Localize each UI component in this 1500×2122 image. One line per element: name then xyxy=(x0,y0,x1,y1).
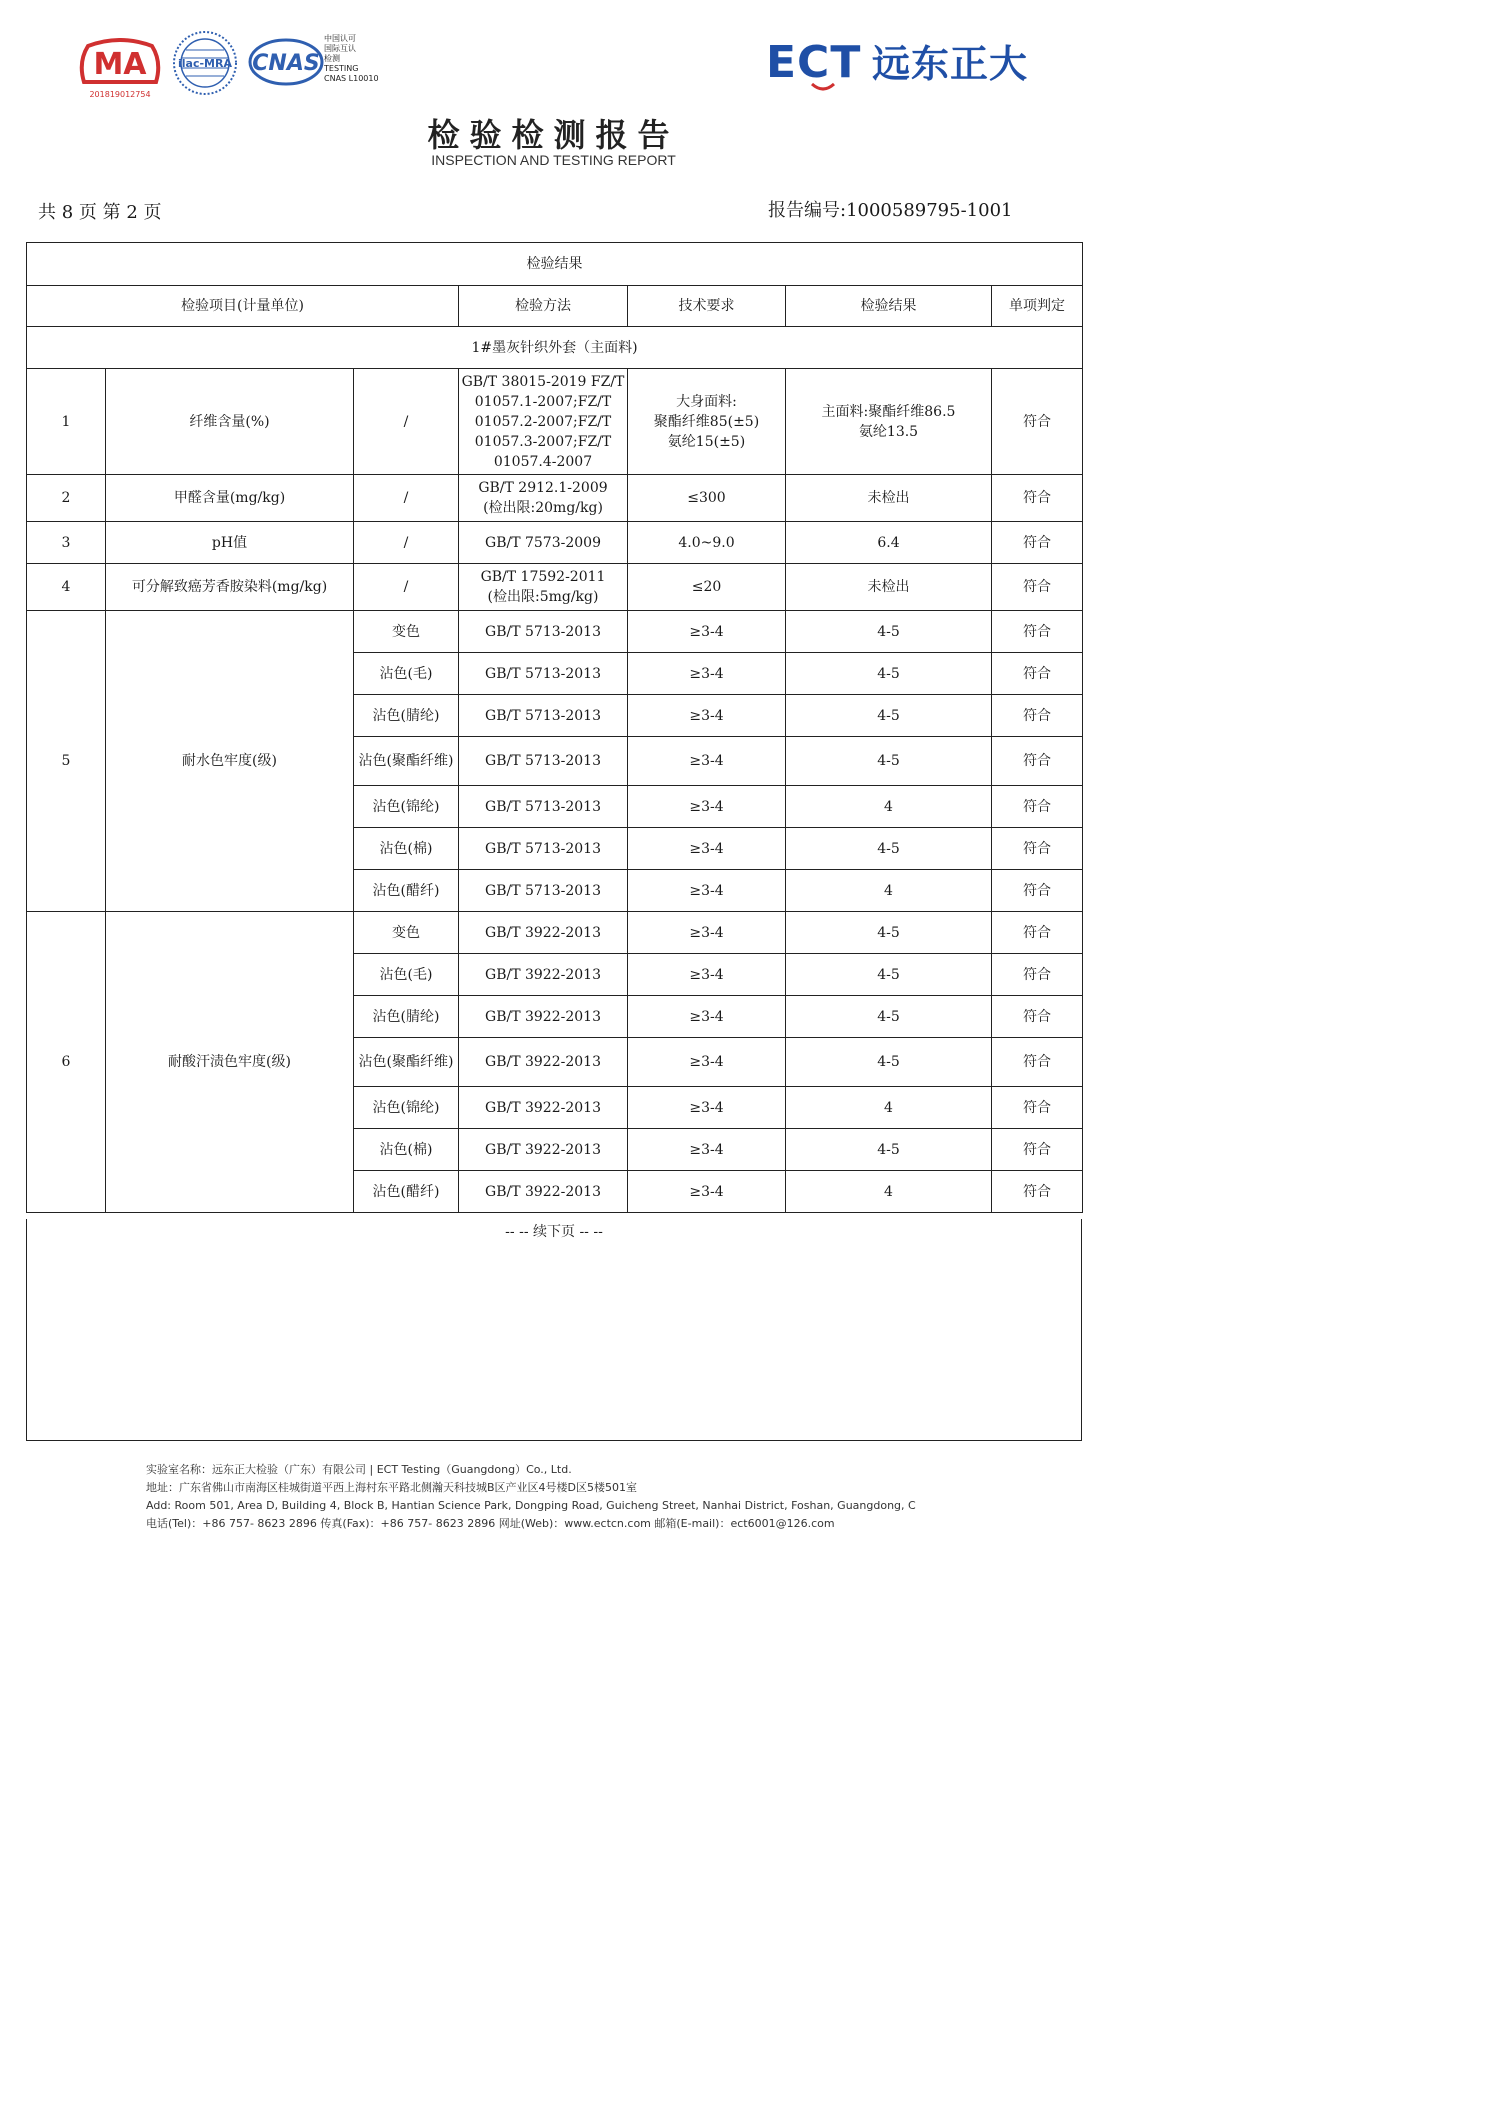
sample-name: 1#墨灰针织外套（主面料) xyxy=(27,327,1083,369)
technical-requirement: ≥3-4 xyxy=(628,786,786,828)
test-method: GB/T 5713-2013 xyxy=(459,695,628,737)
header-method: 检验方法 xyxy=(459,286,628,327)
judgement: 符合 xyxy=(992,611,1083,653)
test-item: 甲醛含量(mg/kg) xyxy=(106,475,354,522)
test-subitem: 沾色(毛) xyxy=(354,954,459,996)
judgement: 符合 xyxy=(992,786,1083,828)
test-method: GB/T 3922-2013 xyxy=(459,1171,628,1213)
test-method: GB/T 5713-2013 xyxy=(459,870,628,912)
technical-requirement: ≥3-4 xyxy=(628,695,786,737)
test-method: GB/T 2912.1-2009 (检出限:20mg/kg) xyxy=(459,475,628,522)
test-method: GB/T 3922-2013 xyxy=(459,1129,628,1171)
row-number: 3 xyxy=(27,522,106,564)
row-number: 1 xyxy=(27,369,106,475)
technical-requirement: ≥3-4 xyxy=(628,737,786,786)
blank-area xyxy=(26,1219,1082,1441)
header-requirement: 技术要求 xyxy=(628,286,786,327)
technical-requirement: ≥3-4 xyxy=(628,611,786,653)
test-item: 耐水色牢度(级) xyxy=(106,611,354,912)
technical-requirement: ≥3-4 xyxy=(628,912,786,954)
table-caption: 检验结果 xyxy=(27,243,1083,286)
judgement: 符合 xyxy=(992,1087,1083,1129)
header-item: 检验项目(计量单位) xyxy=(27,286,459,327)
ect-brand-logo xyxy=(766,38,1046,98)
judgement: 符合 xyxy=(992,870,1083,912)
test-subitem: / xyxy=(354,369,459,475)
page-info: 共 8 页 第 2 页 xyxy=(38,202,162,223)
judgement: 符合 xyxy=(992,564,1083,611)
test-item: 纤维含量(%) xyxy=(106,369,354,475)
technical-requirement: ≥3-4 xyxy=(628,1087,786,1129)
svg-text:ilac-MRA: ilac-MRA xyxy=(178,57,232,70)
test-method: GB/T 5713-2013 xyxy=(459,611,628,653)
footer-address-cn: 地址：广东省佛山市南海区桂城街道平西上海村东平路北侧瀚天科技城B区产业区4号楼D区5楼501室 xyxy=(146,1481,638,1494)
test-result: 6.4 xyxy=(786,522,992,564)
report-number: 报告编号:1000589795-1001 xyxy=(768,200,1013,221)
test-result: 未检出 xyxy=(786,475,992,522)
test-subitem: 沾色(锦纶) xyxy=(354,1087,459,1129)
test-result: 4 xyxy=(786,786,992,828)
test-subitem: 沾色(醋纤) xyxy=(354,870,459,912)
table-row xyxy=(27,522,1083,564)
test-result: 4-5 xyxy=(786,1038,992,1087)
technical-requirement: ≥3-4 xyxy=(628,1171,786,1213)
test-result: 4 xyxy=(786,870,992,912)
footer-contact: 电话(Tel)：+86 757- 8623 2896 传真(Fax)：+86 757- 8623 2896 网址(Web)：www.ectcn.com 邮箱(E-mail)：ect6001@126.com xyxy=(146,1517,835,1530)
test-method: GB/T 3922-2013 xyxy=(459,912,628,954)
test-subitem: 沾色(聚酯纤维) xyxy=(354,1038,459,1087)
report-title: 检验检测报告 xyxy=(427,116,680,154)
technical-requirement: ≥3-4 xyxy=(628,653,786,695)
test-subitem: 沾色(聚酯纤维) xyxy=(354,737,459,786)
technical-requirement: ≤300 xyxy=(628,475,786,522)
test-method: GB/T 3922-2013 xyxy=(459,996,628,1038)
technical-requirement: ≥3-4 xyxy=(628,954,786,996)
judgement: 符合 xyxy=(992,369,1083,475)
row-number: 5 xyxy=(27,611,106,912)
footer-address-en: Add: Room 501, Area D, Building 4, Block B, Hantian Science Park, Dongping Road, Guicheng Street, Nanhai District, Foshan, Guangdong, C xyxy=(146,1499,916,1512)
test-method: GB/T 5713-2013 xyxy=(459,828,628,870)
footer-lab-name: 实验室名称：远东正大检验（广东）有限公司 | ECT Testing（Guangdong）Co., Ltd. xyxy=(146,1463,572,1476)
technical-requirement: ≥3-4 xyxy=(628,828,786,870)
judgement: 符合 xyxy=(992,1038,1083,1087)
ect-logo-latin: ECT xyxy=(766,37,862,88)
svg-text:MA: MA xyxy=(93,47,147,82)
cnas-logo xyxy=(248,36,324,92)
test-subitem: 沾色(腈纶) xyxy=(354,695,459,737)
judgement: 符合 xyxy=(992,475,1083,522)
judgement: 符合 xyxy=(992,996,1083,1038)
test-result: 主面料:聚酯纤维86.5 氨纶13.5 xyxy=(786,369,992,475)
cma-logo xyxy=(76,38,164,99)
test-method: GB/T 38015-2019 FZ/T 01057.1-2007;FZ/T 01057.2-2007;FZ/T 01057.3-2007;FZ/T 01057.4-2007 xyxy=(459,369,628,475)
test-subitem: 变色 xyxy=(354,912,459,954)
table-row xyxy=(27,475,1083,522)
technical-requirement: 大身面料: 聚酯纤维85(±5) 氨纶15(±5) xyxy=(628,369,786,475)
test-item: 可分解致癌芳香胺染料(mg/kg) xyxy=(106,564,354,611)
cnas-accreditation-text: 中国认可 国际互认 检测 TESTING CNAS L10010 xyxy=(324,34,379,83)
test-result: 4-5 xyxy=(786,695,992,737)
test-method: GB/T 5713-2013 xyxy=(459,737,628,786)
test-subitem: 沾色(棉) xyxy=(354,828,459,870)
test-method: GB/T 3922-2013 xyxy=(459,954,628,996)
judgement: 符合 xyxy=(992,954,1083,996)
judgement: 符合 xyxy=(992,737,1083,786)
test-result: 4 xyxy=(786,1171,992,1213)
test-result: 4-5 xyxy=(786,737,992,786)
cma-number: 201819012754 xyxy=(89,90,151,99)
row-number: 6 xyxy=(27,912,106,1213)
test-subitem: 变色 xyxy=(354,611,459,653)
judgement: 符合 xyxy=(992,828,1083,870)
row-number: 2 xyxy=(27,475,106,522)
test-method: GB/T 5713-2013 xyxy=(459,786,628,828)
ect-swoosh-icon xyxy=(810,82,836,92)
test-result: 4-5 xyxy=(786,653,992,695)
test-method: GB/T 5713-2013 xyxy=(459,653,628,695)
judgement: 符合 xyxy=(992,1171,1083,1213)
judgement: 符合 xyxy=(992,653,1083,695)
ect-logo-chinese: 远东正大 xyxy=(872,42,1029,86)
test-result: 4-5 xyxy=(786,912,992,954)
technical-requirement: ≥3-4 xyxy=(628,870,786,912)
judgement: 符合 xyxy=(992,695,1083,737)
test-item: pH值 xyxy=(106,522,354,564)
test-subitem: / xyxy=(354,475,459,522)
footer xyxy=(146,1461,916,1533)
accreditation-logos xyxy=(72,28,412,99)
test-subitem: 沾色(锦纶) xyxy=(354,786,459,828)
test-result: 4-5 xyxy=(786,1129,992,1171)
test-subitem: 沾色(醋纤) xyxy=(354,1171,459,1213)
test-result: 4-5 xyxy=(786,611,992,653)
technical-requirement: ≥3-4 xyxy=(628,1129,786,1171)
svg-text:CNAS: CNAS xyxy=(252,51,320,76)
table-row xyxy=(27,912,1083,954)
judgement: 符合 xyxy=(992,522,1083,564)
table-row xyxy=(27,369,1083,475)
test-method: GB/T 3922-2013 xyxy=(459,1087,628,1129)
header-judgement: 单项判定 xyxy=(992,286,1083,327)
test-subitem: / xyxy=(354,564,459,611)
report-title-english: INSPECTION AND TESTING REPORT xyxy=(431,152,676,168)
test-item: 耐酸汗渍色牢度(级) xyxy=(106,912,354,1213)
table-row xyxy=(27,611,1083,653)
test-subitem: 沾色(棉) xyxy=(354,1129,459,1171)
judgement: 符合 xyxy=(992,912,1083,954)
technical-requirement: ≥3-4 xyxy=(628,1038,786,1087)
table-row xyxy=(27,564,1083,611)
test-result: 4-5 xyxy=(786,996,992,1038)
continued-note: -- -- 续下页 -- -- xyxy=(505,1224,603,1240)
ilac-mra-logo xyxy=(172,30,238,100)
test-subitem: 沾色(毛) xyxy=(354,653,459,695)
test-result: 未检出 xyxy=(786,564,992,611)
test-method: GB/T 7573-2009 xyxy=(459,522,628,564)
test-result: 4-5 xyxy=(786,954,992,996)
test-method: GB/T 3922-2013 xyxy=(459,1038,628,1087)
technical-requirement: ≥3-4 xyxy=(628,996,786,1038)
results-table xyxy=(26,242,1083,1213)
technical-requirement: ≤20 xyxy=(628,564,786,611)
test-subitem: 沾色(腈纶) xyxy=(354,996,459,1038)
technical-requirement: 4.0~9.0 xyxy=(628,522,786,564)
test-method: GB/T 17592-2011 (检出限:5mg/kg) xyxy=(459,564,628,611)
header-result: 检验结果 xyxy=(786,286,992,327)
test-result: 4-5 xyxy=(786,828,992,870)
row-number: 4 xyxy=(27,564,106,611)
test-subitem: / xyxy=(354,522,459,564)
test-result: 4 xyxy=(786,1087,992,1129)
judgement: 符合 xyxy=(992,1129,1083,1171)
